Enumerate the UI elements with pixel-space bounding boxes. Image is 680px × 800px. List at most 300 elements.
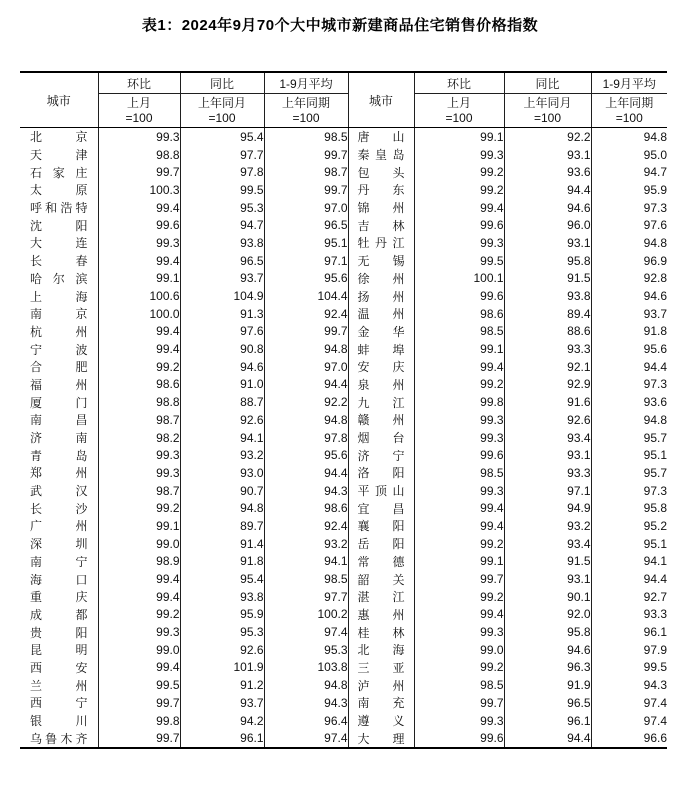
city-name: 扬州	[348, 287, 414, 305]
header-yoy-base-right	[504, 94, 591, 128]
index-value: 98.5	[414, 323, 504, 341]
index-value: 99.3	[414, 411, 504, 429]
header-avg-left: 1-9月平均	[264, 72, 348, 94]
city-name: 呼和浩特	[30, 201, 88, 216]
index-value: 92.2	[504, 128, 591, 146]
index-value: 100.1	[414, 270, 504, 288]
city-name: 郑州	[30, 466, 88, 481]
index-value: 96.5	[504, 694, 591, 712]
index-value: 94.6	[180, 358, 264, 376]
index-value: 98.6	[98, 376, 180, 394]
table-row	[20, 499, 667, 517]
city-name: 牡丹江	[348, 234, 414, 252]
sub-label: 上年同期	[281, 95, 330, 110]
index-value: 90.7	[180, 482, 264, 500]
index-value: 94.6	[504, 199, 591, 217]
index-value: 92.6	[180, 411, 264, 429]
city-name: 重庆	[30, 590, 88, 605]
index-value: 98.8	[98, 146, 180, 164]
index-value: 91.0	[180, 376, 264, 394]
index-value: 92.6	[180, 641, 264, 659]
index-value: 94.7	[591, 163, 667, 181]
sub-label: 上年同月	[197, 95, 246, 110]
city-name: 锦州	[348, 199, 414, 217]
index-value: 99.2	[98, 358, 180, 376]
index-value: 96.1	[591, 623, 667, 641]
index-value: 94.1	[180, 429, 264, 447]
index-value: 99.4	[414, 606, 504, 624]
index-value: 99.8	[414, 393, 504, 411]
base-label: =100	[615, 110, 643, 125]
city-name: 北京	[30, 130, 88, 145]
index-value: 99.1	[414, 340, 504, 358]
index-value: 101.9	[180, 659, 264, 677]
index-value: 99.7	[98, 694, 180, 712]
index-value: 98.7	[264, 163, 348, 181]
table-body	[20, 128, 667, 749]
index-value: 91.9	[504, 676, 591, 694]
index-value: 96.3	[504, 659, 591, 677]
city-name: 大理	[348, 729, 414, 748]
index-value: 93.4	[504, 535, 591, 553]
index-value: 98.9	[98, 553, 180, 571]
header-mom-left: 环比	[98, 72, 180, 94]
index-value: 95.4	[180, 570, 264, 588]
index-value: 95.3	[180, 623, 264, 641]
city-name: 南宁	[30, 554, 88, 569]
table-row	[20, 641, 667, 659]
index-value: 94.4	[264, 464, 348, 482]
city-name: 南京	[30, 307, 88, 322]
city-name: 桂林	[348, 623, 414, 641]
index-value: 96.4	[264, 712, 348, 730]
index-value: 98.5	[414, 676, 504, 694]
city-name: 平顶山	[348, 482, 414, 500]
city-name: 上海	[30, 289, 88, 304]
header-avg-base-left	[264, 94, 348, 128]
index-value: 98.6	[414, 305, 504, 323]
header-yoy-base-left	[180, 94, 264, 128]
index-value: 99.4	[414, 499, 504, 517]
index-value: 97.6	[180, 323, 264, 341]
table-row	[20, 216, 667, 234]
index-value: 95.9	[180, 606, 264, 624]
index-value: 94.8	[264, 676, 348, 694]
index-value: 98.5	[264, 128, 348, 146]
index-value: 99.2	[98, 606, 180, 624]
table-row	[20, 199, 667, 217]
index-value: 94.8	[591, 128, 667, 146]
table-row	[20, 623, 667, 641]
table-row	[20, 234, 667, 252]
table-row	[20, 128, 667, 146]
table-row	[20, 676, 667, 694]
base-label: =100	[292, 110, 320, 125]
table-row	[20, 270, 667, 288]
index-value: 91.6	[504, 393, 591, 411]
base-label: =100	[445, 110, 473, 125]
city-name: 吉林	[348, 216, 414, 234]
header-city-left: 城市	[20, 72, 98, 128]
index-value: 97.3	[591, 199, 667, 217]
index-value: 100.2	[264, 606, 348, 624]
index-value: 92.4	[264, 305, 348, 323]
index-value: 94.7	[180, 216, 264, 234]
index-value: 88.6	[504, 323, 591, 341]
index-value: 100.0	[98, 305, 180, 323]
index-value: 97.1	[264, 252, 348, 270]
index-value: 92.2	[264, 393, 348, 411]
index-value: 93.7	[180, 270, 264, 288]
index-value: 99.5	[98, 676, 180, 694]
index-value: 99.2	[414, 163, 504, 181]
table-row	[20, 553, 667, 571]
index-value: 95.4	[180, 128, 264, 146]
index-value: 93.1	[504, 446, 591, 464]
index-value: 89.4	[504, 305, 591, 323]
table-row	[20, 659, 667, 677]
index-value: 93.3	[504, 340, 591, 358]
index-value: 99.4	[98, 199, 180, 217]
city-name: 湛江	[348, 588, 414, 606]
table-header	[20, 72, 667, 128]
index-value: 99.0	[98, 641, 180, 659]
table-row	[20, 429, 667, 447]
index-value: 93.6	[504, 163, 591, 181]
index-value: 99.6	[414, 287, 504, 305]
city-name: 惠州	[348, 606, 414, 624]
index-value: 94.8	[180, 499, 264, 517]
index-value: 99.6	[414, 729, 504, 748]
index-value: 98.2	[98, 429, 180, 447]
city-name: 九江	[348, 393, 414, 411]
index-value: 93.2	[180, 446, 264, 464]
index-value: 97.9	[591, 641, 667, 659]
index-value: 99.4	[98, 252, 180, 270]
sub-label: 上年同期	[605, 95, 654, 110]
index-value: 92.8	[591, 270, 667, 288]
header-mom-right: 环比	[414, 72, 504, 94]
index-value: 91.4	[180, 535, 264, 553]
index-value: 99.3	[414, 712, 504, 730]
index-value: 99.2	[414, 535, 504, 553]
city-name: 宁波	[30, 342, 88, 357]
table-row	[20, 712, 667, 730]
index-value: 99.2	[414, 659, 504, 677]
index-value: 93.1	[504, 570, 591, 588]
index-value: 98.7	[98, 482, 180, 500]
city-name: 昆明	[30, 643, 88, 658]
index-value: 96.5	[180, 252, 264, 270]
city-name: 福州	[30, 377, 88, 392]
index-value: 104.9	[180, 287, 264, 305]
city-name: 唐山	[348, 128, 414, 146]
index-value: 97.6	[591, 216, 667, 234]
index-value: 95.6	[264, 270, 348, 288]
index-value: 93.3	[504, 464, 591, 482]
index-value: 94.4	[504, 181, 591, 199]
index-value: 95.1	[591, 446, 667, 464]
base-label: =100	[533, 110, 562, 125]
index-value: 98.6	[264, 499, 348, 517]
index-value: 99.1	[414, 128, 504, 146]
index-value: 93.6	[591, 393, 667, 411]
index-value: 99.6	[414, 446, 504, 464]
city-name: 大连	[30, 236, 88, 251]
index-value: 96.6	[591, 729, 667, 748]
city-name: 无锡	[348, 252, 414, 270]
city-name: 贵阳	[30, 625, 88, 640]
header-city-right: 城市	[348, 72, 414, 128]
city-name: 沈阳	[30, 218, 88, 233]
header-mom-base-right	[414, 94, 504, 128]
city-name: 广州	[30, 519, 88, 534]
index-value: 99.4	[98, 340, 180, 358]
table-row	[20, 570, 667, 588]
index-value: 98.5	[414, 464, 504, 482]
city-name: 乌鲁木齐	[30, 731, 88, 746]
index-value: 99.8	[98, 712, 180, 730]
city-name: 杭州	[30, 324, 88, 339]
city-name: 兰州	[30, 678, 88, 693]
index-value: 95.9	[591, 181, 667, 199]
index-value: 93.4	[504, 429, 591, 447]
index-value: 98.7	[98, 411, 180, 429]
index-value: 99.7	[264, 181, 348, 199]
index-value: 94.3	[264, 694, 348, 712]
index-value: 88.7	[180, 393, 264, 411]
index-value: 96.9	[591, 252, 667, 270]
index-value: 99.6	[98, 216, 180, 234]
index-value: 99.0	[414, 641, 504, 659]
index-value: 95.7	[591, 429, 667, 447]
table-row	[20, 287, 667, 305]
index-value: 96.1	[504, 712, 591, 730]
header-yoy-left: 同比	[180, 72, 264, 94]
city-name: 南昌	[30, 413, 88, 428]
city-name: 济宁	[348, 446, 414, 464]
city-name: 深圳	[30, 537, 88, 552]
table-row	[20, 729, 667, 748]
city-name: 长沙	[30, 501, 88, 516]
index-value: 94.1	[264, 553, 348, 571]
index-value: 99.7	[98, 729, 180, 748]
index-value: 95.0	[591, 146, 667, 164]
city-name: 长春	[30, 254, 88, 269]
index-value: 95.8	[504, 623, 591, 641]
index-value: 99.4	[98, 570, 180, 588]
city-name: 银川	[30, 714, 88, 729]
index-value: 99.2	[414, 181, 504, 199]
index-value: 97.1	[504, 482, 591, 500]
city-name: 三亚	[348, 659, 414, 677]
index-value: 99.7	[414, 694, 504, 712]
index-value: 95.1	[264, 234, 348, 252]
city-name: 秦皇岛	[348, 146, 414, 164]
table-row	[20, 252, 667, 270]
city-name: 烟台	[348, 429, 414, 447]
index-value: 97.8	[180, 163, 264, 181]
index-value: 99.3	[98, 623, 180, 641]
city-name: 遵义	[348, 712, 414, 730]
city-name: 成都	[30, 607, 88, 622]
table-row	[20, 376, 667, 394]
city-name: 太原	[30, 183, 88, 198]
index-value: 97.3	[591, 376, 667, 394]
index-value: 99.4	[98, 323, 180, 341]
index-value: 94.8	[264, 411, 348, 429]
sub-label: 上月	[446, 95, 471, 110]
city-name: 包头	[348, 163, 414, 181]
city-name: 合肥	[30, 360, 88, 375]
city-name: 海口	[30, 572, 88, 587]
table-row	[20, 393, 667, 411]
sub-label: 上年同月	[523, 95, 572, 110]
index-value: 92.6	[504, 411, 591, 429]
city-name: 韶关	[348, 570, 414, 588]
index-value: 99.4	[414, 517, 504, 535]
index-value: 93.3	[591, 606, 667, 624]
index-value: 90.1	[504, 588, 591, 606]
table-row	[20, 163, 667, 181]
index-value: 91.8	[591, 323, 667, 341]
index-value: 95.1	[591, 535, 667, 553]
city-name: 洛阳	[348, 464, 414, 482]
table-row	[20, 358, 667, 376]
index-value: 99.4	[414, 199, 504, 217]
index-value: 93.1	[504, 234, 591, 252]
index-value: 99.7	[264, 146, 348, 164]
index-value: 99.3	[414, 234, 504, 252]
city-name: 天津	[30, 148, 88, 163]
index-value: 104.4	[264, 287, 348, 305]
base-label: =100	[208, 110, 236, 125]
index-value: 94.3	[264, 482, 348, 500]
city-name: 蚌埠	[348, 340, 414, 358]
index-value: 97.0	[264, 199, 348, 217]
index-value: 90.8	[180, 340, 264, 358]
table-row	[20, 305, 667, 323]
index-value: 93.2	[504, 517, 591, 535]
index-value: 94.4	[264, 376, 348, 394]
city-name: 常德	[348, 553, 414, 571]
index-value: 99.3	[414, 146, 504, 164]
header-avg-right: 1-9月平均	[591, 72, 667, 94]
index-value: 99.4	[414, 358, 504, 376]
index-value: 99.6	[414, 216, 504, 234]
index-value: 99.1	[98, 270, 180, 288]
index-value: 99.7	[414, 570, 504, 588]
index-value: 91.5	[504, 270, 591, 288]
index-value: 92.1	[504, 358, 591, 376]
index-value: 99.5	[414, 252, 504, 270]
index-value: 95.3	[180, 199, 264, 217]
index-value: 97.4	[591, 712, 667, 730]
city-name: 厦门	[30, 395, 88, 410]
city-name: 石家庄	[30, 165, 88, 180]
index-value: 103.8	[264, 659, 348, 677]
index-value: 93.8	[180, 234, 264, 252]
city-name: 金华	[348, 323, 414, 341]
index-value: 97.4	[264, 623, 348, 641]
index-value: 99.3	[414, 429, 504, 447]
index-value: 95.6	[591, 340, 667, 358]
city-name: 泸州	[348, 676, 414, 694]
table-row	[20, 181, 667, 199]
table-row	[20, 411, 667, 429]
city-name: 岳阳	[348, 535, 414, 553]
index-value: 93.1	[504, 146, 591, 164]
index-value: 99.1	[98, 517, 180, 535]
index-value: 96.5	[264, 216, 348, 234]
index-value: 94.1	[591, 553, 667, 571]
city-name: 徐州	[348, 270, 414, 288]
page-title: 表1：2024年9月70个大中城市新建商品住宅销售价格指数	[141, 17, 539, 34]
index-value: 93.7	[180, 694, 264, 712]
city-name: 泉州	[348, 376, 414, 394]
city-name: 西宁	[30, 696, 88, 711]
index-value: 94.6	[591, 287, 667, 305]
index-value: 99.3	[98, 128, 180, 146]
index-value: 99.3	[98, 446, 180, 464]
index-value: 89.7	[180, 517, 264, 535]
index-value: 93.0	[180, 464, 264, 482]
index-value: 92.7	[591, 588, 667, 606]
city-name: 温州	[348, 305, 414, 323]
index-value: 99.3	[414, 623, 504, 641]
index-value: 99.4	[98, 588, 180, 606]
index-value: 94.6	[504, 641, 591, 659]
index-value: 97.8	[264, 429, 348, 447]
index-value: 93.8	[504, 287, 591, 305]
index-value: 93.2	[264, 535, 348, 553]
table-row	[20, 694, 667, 712]
index-value: 95.8	[504, 252, 591, 270]
table-row	[20, 464, 667, 482]
index-value: 91.3	[180, 305, 264, 323]
city-name: 襄阳	[348, 517, 414, 535]
city-name: 济南	[30, 431, 88, 446]
index-value: 99.2	[98, 499, 180, 517]
index-value: 95.6	[264, 446, 348, 464]
index-value: 97.0	[264, 358, 348, 376]
index-value: 92.4	[264, 517, 348, 535]
index-value: 96.0	[504, 216, 591, 234]
index-value: 94.8	[264, 340, 348, 358]
index-value: 96.1	[180, 729, 264, 748]
index-value: 100.3	[98, 181, 180, 199]
table-row	[20, 606, 667, 624]
city-name: 南充	[348, 694, 414, 712]
index-value: 95.3	[264, 641, 348, 659]
index-value: 97.7	[264, 588, 348, 606]
city-name: 武汉	[30, 484, 88, 499]
table-row	[20, 146, 667, 164]
index-value: 94.2	[180, 712, 264, 730]
sub-label: 上月	[126, 95, 151, 110]
index-value: 99.3	[414, 482, 504, 500]
index-value: 94.9	[504, 499, 591, 517]
index-value: 98.5	[264, 570, 348, 588]
city-name: 西安	[30, 660, 88, 675]
index-value: 97.4	[264, 729, 348, 748]
index-value: 99.7	[98, 163, 180, 181]
index-value: 99.3	[98, 234, 180, 252]
index-value: 99.4	[98, 659, 180, 677]
index-value: 95.8	[591, 499, 667, 517]
table-row	[20, 517, 667, 535]
index-value: 98.8	[98, 393, 180, 411]
